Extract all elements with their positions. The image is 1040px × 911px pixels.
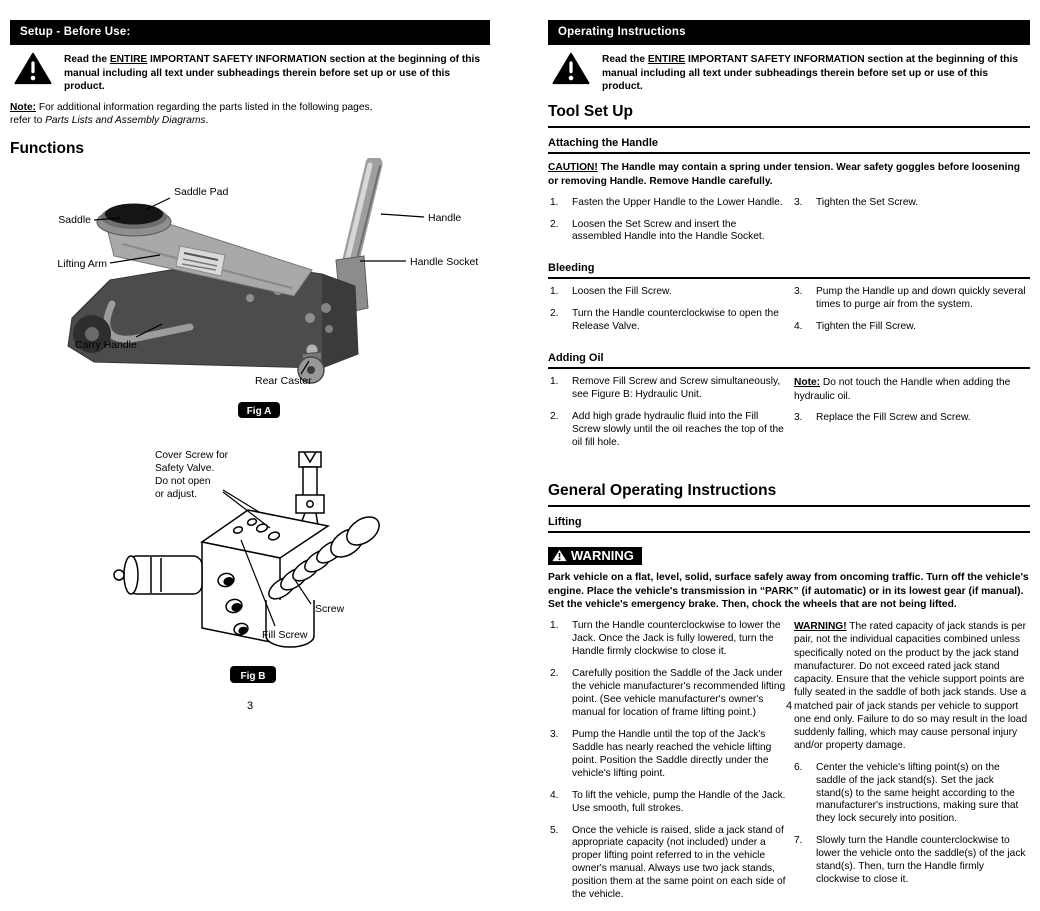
list-item: 1. Remove Fill Screw and Screw simultaneously, see Figure B: Hydraulic Unit. xyxy=(550,376,781,401)
list-item: 2. Carefully position the Saddle of the Jack under the vehicle manufacturer's recommended lifting point. (See vehicle manufacturer's owner's manual for location of frame lifting point.) xyxy=(550,667,786,718)
warning-badge-triangle-icon xyxy=(552,549,567,562)
label-handle-socket: Handle Socket xyxy=(410,255,479,268)
label-rear-caster: Rear Caster xyxy=(255,374,312,387)
column-2 xyxy=(792,376,1030,459)
list-item: 7. Slowly turn the Handle counterclockwise to lower the vehicle onto the saddle(s) of the jack stand(s). Then, turn the Handle firmly clockwise to close it. xyxy=(794,835,1026,886)
floor-jack-illustration xyxy=(10,158,490,423)
label-saddle-pad: Saddle Pad xyxy=(174,185,229,198)
figure-a xyxy=(10,158,490,428)
spacer xyxy=(548,459,1030,473)
section-header-text: Setup - Before Use: xyxy=(20,26,131,38)
lifting-heading: Lifting xyxy=(548,516,1030,533)
section-header-bar xyxy=(10,20,490,45)
list-item: 1. Turn the Handle counterclockwise to lower the Jack. Once the Jack is fully lowered, turn the Handle firmly clockwise to close it. xyxy=(550,620,781,658)
read-entire-warning xyxy=(14,50,490,94)
bleeding-heading: Bleeding xyxy=(548,262,1030,279)
column-1 xyxy=(548,620,786,911)
list-item: 1. Fasten the Upper Handle to the Lower Handle. xyxy=(550,196,783,208)
caution-paragraph: CAUTION! The Handle may contain a spring under tension. Wear safety goggles before loosening or removing Handle. Remove Handle carefully. xyxy=(548,162,1020,188)
list-item: 1. Loosen the Fill Screw. xyxy=(550,286,672,298)
list-item: 3. Pump the Handle up and down quickly several times to purge air from the system. xyxy=(794,286,1026,311)
page-number-right: 4 xyxy=(785,700,793,712)
column-2 xyxy=(792,197,1030,254)
svg-text:Fig A: Fig A xyxy=(246,405,272,417)
read-entire-warning xyxy=(552,50,1030,94)
label-fill-screw: Fill Screw xyxy=(262,628,308,641)
attaching-handle-steps xyxy=(548,197,1030,254)
page-number-left: 3 xyxy=(246,700,254,712)
column-1 xyxy=(548,286,786,343)
warning-badge xyxy=(548,547,642,565)
warning-text: Read the ENTIRE IMPORTANT SAFETY INFORMATION section at the beginning of this manual including all text under subheadings therein before set up or use of this product. xyxy=(64,54,481,93)
warning-triangle-icon xyxy=(14,52,52,85)
list-item: 2. Turn the Handle counterclockwise to open the Release Valve. xyxy=(550,308,779,333)
oil-note: Note: Do not touch the Handle when adding the hydraulic oil. xyxy=(794,377,1011,402)
bleeding-steps xyxy=(548,286,1030,343)
label-handle: Handle xyxy=(428,211,462,224)
adding-oil-steps xyxy=(548,376,1030,459)
list-item: 2. Add high grade hydraulic fluid into the Fill Screw slowly until the oil reaches the top of the oil fill hole. xyxy=(550,411,784,449)
section-header-bar xyxy=(548,20,1030,45)
warning-triangle-icon xyxy=(552,52,590,85)
svg-text:Fig B: Fig B xyxy=(240,670,266,682)
adding-oil-heading: Adding Oil xyxy=(548,352,1030,369)
figure-a-badge xyxy=(238,402,280,418)
warning-text: Read the ENTIRE IMPORTANT SAFETY INFORMATION section at the beginning of this manual including all text under subheadings therein before set up or use of this product. xyxy=(602,54,1019,93)
label-screw: Screw xyxy=(315,602,345,615)
note-paragraph: Note: For additional information regarding the parts listed in the following pages, refer to Parts Lists and Assembly Diagrams. xyxy=(10,102,373,127)
label-cover-screw-4: or adjust. xyxy=(155,488,197,500)
warning-badge-text: WARNING xyxy=(571,548,634,564)
column-1 xyxy=(548,197,786,254)
label-cover-screw-3: Do not open xyxy=(155,475,211,487)
column-2 xyxy=(792,286,1030,343)
park-vehicle-warning: Park vehicle on a flat, level, solid, surface safely away from oncoming traffic. Turn off the vehicle's engine. Place the vehicle's transmission in “PARK” (if automatic) or in its lowest gear (if manual). Set the vehicle's emergency brake. Then, chock the wheels that are not being lifted. xyxy=(548,572,1029,611)
functions-heading: Functions xyxy=(10,139,85,157)
lifting-steps xyxy=(548,620,1030,911)
list-item: 5. Once the vehicle is raised, slide a jack stand of appropriate capacity (not included) under a proper lifting point referred to in the vehicle owner's manual. Always use two jack stands, position them at the same point on each side of the vehicle. xyxy=(550,824,786,901)
label-cover-screw-2: Safety Valve. xyxy=(155,462,215,474)
list-item: 4. Tighten the Fill Screw. xyxy=(794,321,916,333)
page-left xyxy=(10,20,490,712)
label-lifting-arm: Lifting Arm xyxy=(57,257,107,270)
section-header-text: Operating Instructions xyxy=(558,26,686,38)
label-saddle: Saddle xyxy=(58,213,91,226)
figure-b-badge xyxy=(230,666,276,683)
page-right xyxy=(548,20,1030,901)
list-item: 3. Pump the Handle until the top of the Jack's Saddle has nearly reached the vehicle lifting point. Position the Saddle directly under the vehicle's lifting point. xyxy=(550,728,772,779)
column-1 xyxy=(548,376,786,459)
figure-b xyxy=(10,440,490,695)
list-item: 2. Loosen the Set Screw and insert the assembled Handle into the Handle Socket. xyxy=(550,218,765,243)
label-carry-handle: Carry Handle xyxy=(75,338,137,351)
column-2 xyxy=(792,620,1030,911)
label-cover-screw-1: Cover Screw for xyxy=(155,449,229,461)
attaching-handle-heading: Attaching the Handle xyxy=(548,137,1030,154)
list-item: 6. Center the vehicle's lifting point(s) on the saddle of the jack stand(s). Set the jack stand(s) to the same height according to the manufacturer's instructions, making sure that they lock securely into position. xyxy=(794,761,1019,825)
list-item: 3. Replace the Fill Screw and Screw. xyxy=(794,411,971,423)
list-item: 4. To lift the vehicle, pump the Handle of the Jack. Use smooth, full strokes. xyxy=(550,789,786,814)
hydraulic-unit-illustration xyxy=(10,440,490,690)
general-operating-heading: General Operating Instructions xyxy=(548,482,1030,507)
list-item: 3. Tighten the Set Screw. xyxy=(794,196,919,208)
tool-setup-heading: Tool Set Up xyxy=(548,103,1030,128)
jack-stand-warning: WARNING! The rated capacity of jack stands is per pair, not the individual capacities combined unless specifically noted on the product by the jack stand manufacturer. Do not exceed rated jack stand capacity. Ensure that the vehicle support points are fully seated in the saddle of both jack stands. Use a matched pair of jack stands per vehicle to support one end only. Failure to do so may result in the load suddenly falling, which may cause personal injury and/or property damage. xyxy=(794,621,1028,752)
